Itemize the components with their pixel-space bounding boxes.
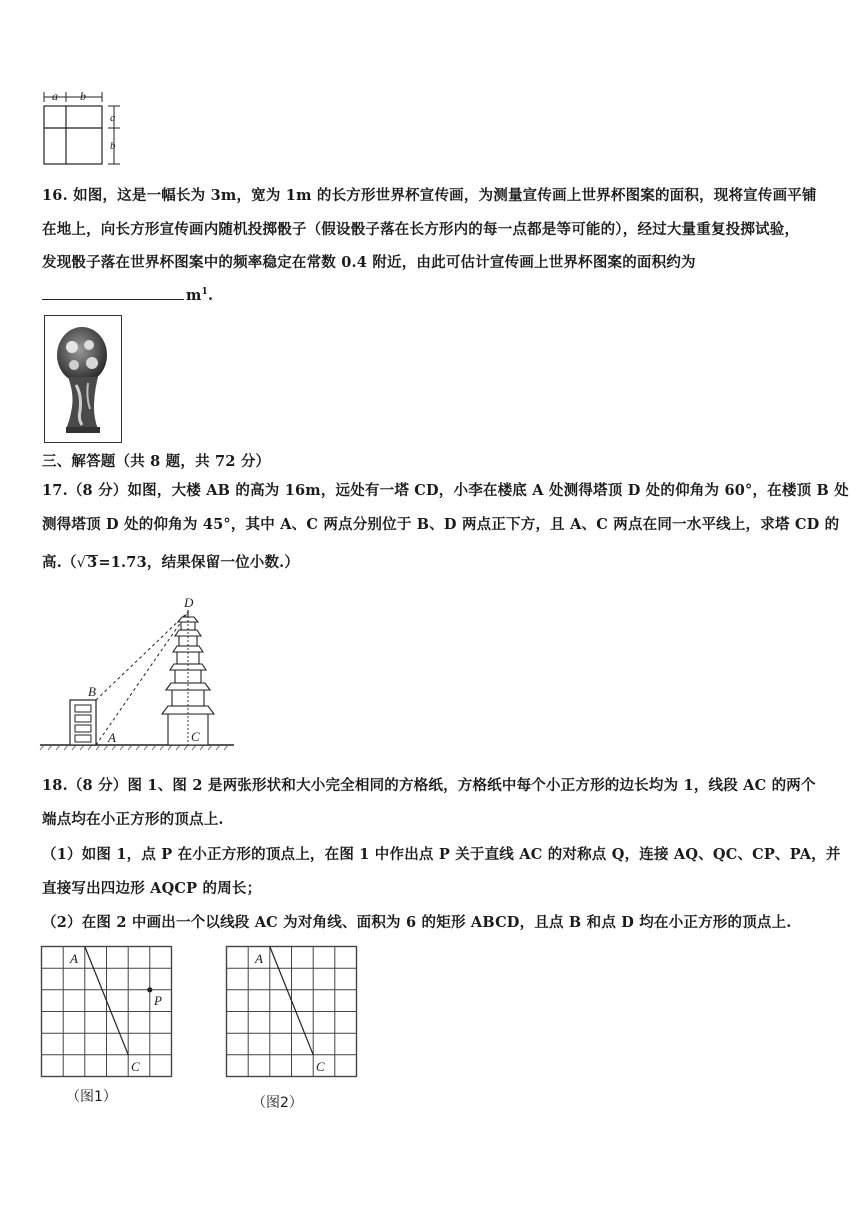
- q18-part1-line-2: 直接写出四边形 AQCP 的周长；: [42, 880, 262, 897]
- point-label-A: A: [108, 730, 116, 745]
- figure-2-caption: （图2）: [252, 1095, 303, 1111]
- q17-line-3: 高.（√3=1.73，结果保留一位小数.）: [42, 554, 300, 571]
- dim-label-a: a: [52, 89, 58, 103]
- q18-part2-line-1: （2）在图 2 中画出一个以线段 AC 为对角线、面积为 6 的矩形 ABCD，且点 B 和点 D 均在小正方形的顶点上.: [42, 914, 792, 931]
- sqrt-radicand: 3: [87, 554, 98, 571]
- q17-line-3-prefix: 高.（: [42, 554, 77, 571]
- q16-line-3: 发现骰子落在世界杯图案中的频率稳定在常数 0.4 附近，由此可估计宣传画上世界杯图案的面积约为: [42, 254, 696, 271]
- q18-grid-figure-2: [225, 945, 361, 1081]
- q17-line-2: 测得塔顶 D 处的仰角为 45°，其中 A、C 两点分别位于 B、D 两点正下方，且 A、C 两点在同一水平线上，求塔 CD 的: [42, 516, 840, 533]
- dim-label-b: b: [80, 89, 86, 103]
- point-label-B: B: [88, 684, 96, 699]
- point-label-C: C: [191, 729, 200, 744]
- grid1-label-A: A: [70, 951, 78, 966]
- grid1-label-P: P: [154, 993, 162, 1008]
- unit-period: .: [208, 287, 214, 304]
- q16-answer-line: [42, 285, 213, 304]
- dim-label-a-vertical: a: [110, 112, 116, 124]
- q18-grid-figure-1: [40, 945, 176, 1081]
- q16-line-1: 16. 如图，这是一幅长为 3m，宽为 1m 的长方形世界杯宣传画，为测量宣传画上世界杯图案的面积，现将宣传画平铺: [42, 187, 817, 204]
- q17-building-tower-diagram: [38, 592, 238, 752]
- q15-square-diagram: [38, 86, 130, 168]
- grid1-label-C: C: [131, 1059, 140, 1074]
- unit-m: m: [186, 287, 202, 304]
- q18-part1-line-1: （1）如图 1，点 P 在小正方形的顶点上，在图 1 中作出点 P 关于直线 AC 的对称点 Q，连接 AQ、QC、CP、PA，并: [42, 846, 841, 863]
- section-3-title: 三、解答题（共 8 题，共 72 分）: [42, 453, 271, 470]
- unit-superscript: 1: [201, 287, 209, 298]
- world-cup-trophy-image: [44, 315, 122, 443]
- figure-1-caption: （图1）: [66, 1089, 117, 1105]
- q18-line-1: 18.（8 分）图 1、图 2 是两张形状和大小完全相同的方格纸，方格纸中每个小正方形的边长均为 1，线段 AC 的两个: [42, 777, 816, 794]
- answer-blank[interactable]: [42, 285, 184, 300]
- point-label-D: D: [184, 595, 194, 610]
- q17-line-3-suffix: =1.73，结果保留一位小数.）: [98, 554, 300, 571]
- q18-line-2: 端点均在小正方形的顶点上.: [42, 811, 224, 828]
- q16-line-2: 在地上，向长方形宣传画内随机投掷骰子（假设骰子落在长方形内的每一点都是等可能的），经过大量重复投掷试验，: [42, 221, 800, 238]
- grid2-label-C: C: [316, 1059, 325, 1074]
- point-P-dot: [147, 987, 152, 992]
- q17-line-1: 17.（8 分）如图，大楼 AB 的高为 16m，远处有一塔 CD，小李在楼底 A 处测得塔顶 D 处的仰角为 60°，在楼顶 B 处: [42, 482, 849, 499]
- dim-label-b-vertical: b: [110, 140, 116, 152]
- grid2-label-A: A: [255, 951, 263, 966]
